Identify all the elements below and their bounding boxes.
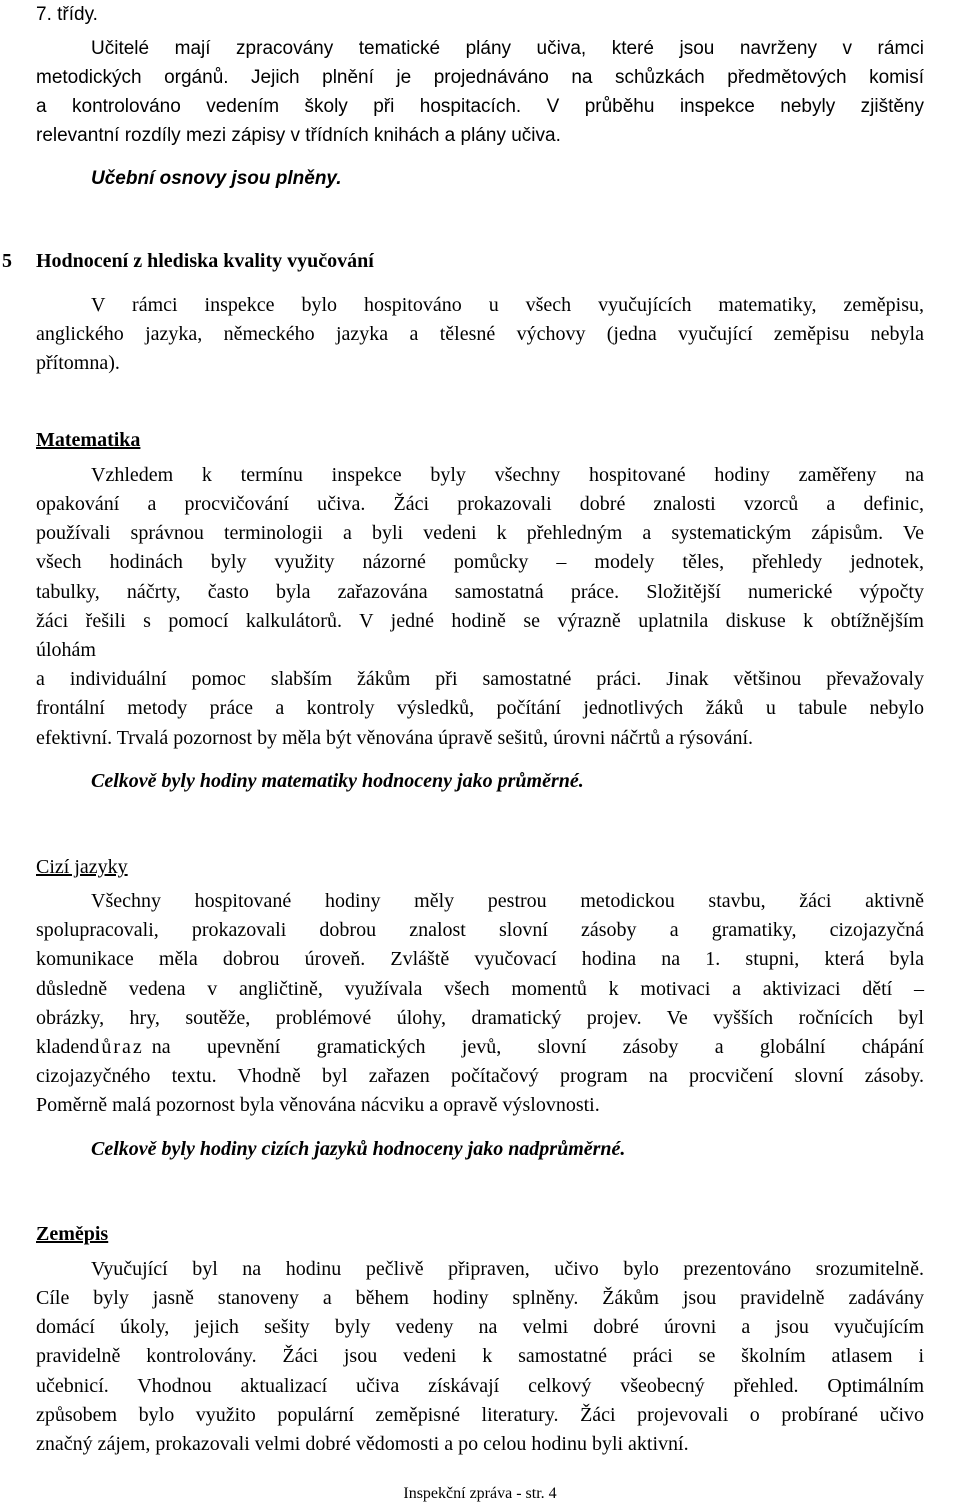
paragraph-line: úlohám <box>36 639 96 661</box>
paragraph-line <box>36 1035 924 1059</box>
paragraph-line: důsledně vedena v angličtině, využívala všech momentů k motivaci a aktivizaci dětí – <box>36 978 924 1000</box>
line-segment: kladen <box>36 1036 90 1058</box>
paragraph-line: opakování a procvičování učiva. Žáci prokazovali dobré znalosti vzorců a definic, <box>36 493 924 515</box>
paragraph-line: komunikace měla dobrou úroveň. Zvláště vyučovací hodina na 1. stupni, která byla <box>36 948 924 970</box>
paragraph-line: používali správnou terminologii a byli vedeni k přehledným a systematickým zápisům. Ve <box>36 522 924 544</box>
subsection-heading-zemepis: Zeměpis <box>36 1223 109 1245</box>
paragraph-line: učebnicí. Vhodnou aktualizací učiva získávají celkový všeobecný přehled. Optimálním <box>36 1375 924 1397</box>
paragraph-line: a kontrolováno vedením školy při hospitacích. V průběhu inspekce nebyly zjištěny <box>36 96 924 117</box>
page-footer: Inspekční zpráva - str. 4 <box>403 1485 557 1502</box>
paragraph-line: způsobem bylo využito populární zeměpisné literatury. Žáci projevovali o probírané učivo <box>36 1404 924 1426</box>
cizi-jazyky-conclusion: Celkově byly hodiny cizích jazyků hodnoceny jako nadprůměrné. <box>91 1138 626 1160</box>
paragraph-line: efektivní. Trvalá pozornost by měla být věnována úpravě sešitů, úrovni náčrtů a rýsování. <box>36 727 754 749</box>
paragraph-line: pravidelně kontrolovány. Žáci jsou vedeni k samostatné práci se školním atlasem i <box>36 1345 924 1367</box>
paragraph-line: anglického jazyka, německého jazyka a tělesné výchovy (jedna vyučující zeměpisu nebyla <box>36 323 924 345</box>
paragraph-line: všech hodinách byly využity názorné pomůcky – modely těles, přehledy jednotek, <box>36 551 924 573</box>
paragraph-line: spolupracovali, prokazovali dobrou znalost slovní zásoby a gramatiky, cizojazyčná <box>36 919 924 941</box>
paragraph-line: Cíle byly jasně stanoveny a během hodiny splněny. Žákům jsou pravidelně zadávány <box>36 1287 924 1309</box>
matematika-conclusion: Celkově byly hodiny matematiky hodnoceny jako průměrné. <box>91 770 584 792</box>
section-number: 5 <box>2 250 12 272</box>
paragraph-line: Vzhledem k termínu inspekce byly všechny hospitované hodiny zaměřeny na <box>91 464 924 486</box>
subsection-heading-cizi-jazyky: Cizí jazyky <box>36 856 128 878</box>
subsection-heading-matematika: Matematika <box>36 429 141 451</box>
paragraph-line: Všechny hospitované hodiny měly pestrou metodickou stavbu, žáci aktivně <box>91 890 924 912</box>
section-title: Hodnocení z hlediska kvality vyučování <box>36 250 374 272</box>
paragraph-line: V rámci inspekce bylo hospitováno u všech vyučujících matematiky, zeměpisu, <box>91 294 924 316</box>
paragraph-line: Vyučující byl na hodinu pečlivě připraven, učivo bylo prezentováno srozumitelně. <box>91 1258 924 1280</box>
paragraph-line: domácí úkoly, jejich sešity byly vedeny na velmi dobré úrovni a jsou vyučujícím <box>36 1316 924 1338</box>
paragraph-line: frontální metody práce a kontroly výsledků, počítání jednotlivých žáků u tabule nebylo <box>36 697 924 719</box>
curriculum-conclusion: Učební osnovy jsou plněny. <box>91 168 342 189</box>
paragraph-line: metodických orgánů. Jejich plnění je projednáváno na schůzkách předmětových komisí <box>36 67 924 88</box>
paragraph-line: značný zájem, prokazovali velmi dobré vědomosti a po celou hodinu byli aktivní. <box>36 1433 689 1455</box>
paragraph-line: Poměrně malá pozornost byla věnována nácviku a opravě výslovnosti. <box>36 1094 600 1116</box>
paragraph-line: přítomna). <box>36 352 120 374</box>
paragraph-line: tabulky, náčrty, často byla zařazována samostatná práce. Složitější numerické výpočty <box>36 581 924 603</box>
paragraph-line: Učitelé mají zpracovány tematické plány učiva, které jsou navrženy v rámci <box>91 38 924 59</box>
paragraph-line: cizojazyčného textu. Vhodně byl zařazen počítačový program na procvičení slovní zásoby. <box>36 1065 924 1087</box>
paragraph-line: a individuální pomoc slabším žákům při samostatné práci. Jinak většinou převažovaly <box>36 668 924 690</box>
paragraph-line: obrázky, hry, soutěže, problémové úlohy, dramatický projev. Ve vyšších ročnících byl <box>36 1007 924 1029</box>
class-label: 7. třídy. <box>36 4 98 25</box>
line-segment: na upevnění gramatických jevů, slovní zásoby a globální chápání <box>151 1036 924 1058</box>
emphasized-word: důraz <box>89 1036 144 1058</box>
paragraph-line: žáci řešili s pomocí kalkulátorů. V jedné hodině se výrazně uplatnila diskuse k obtížnějším <box>36 610 924 632</box>
paragraph-line: relevantní rozdíly mezi zápisy v třídních knihách a plány učiva. <box>36 125 561 146</box>
